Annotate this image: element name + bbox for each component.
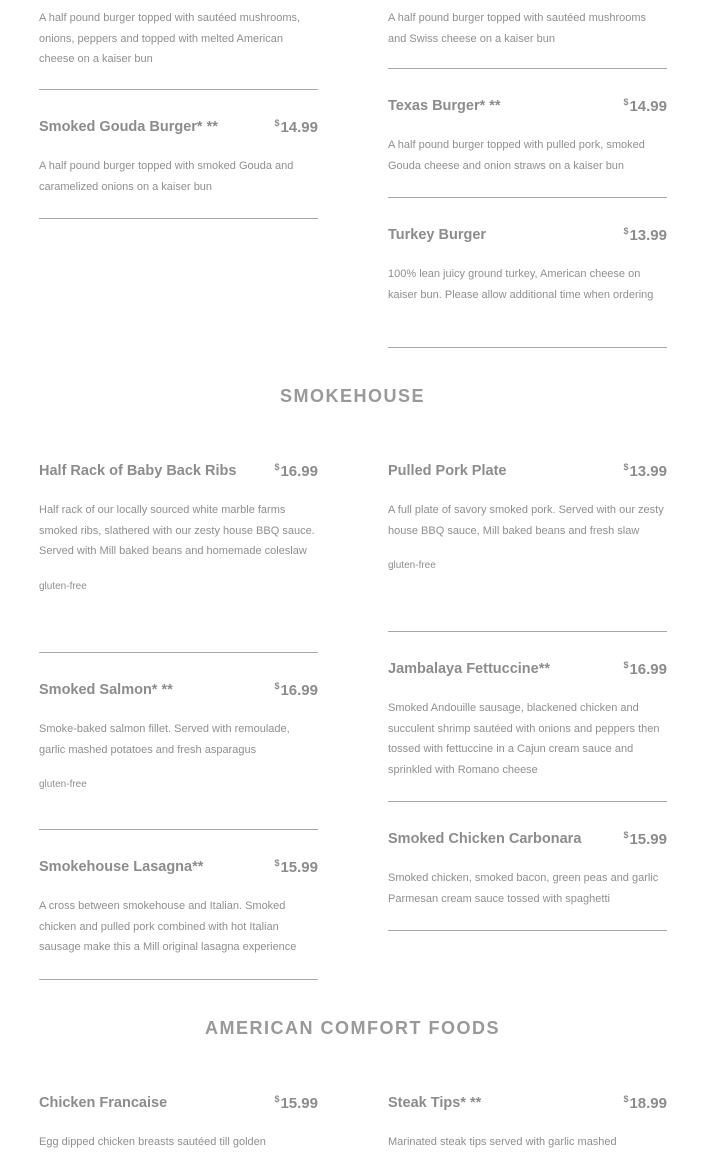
menu-item-smoked-salmon xyxy=(39,682,318,791)
item-price-value: 13.99 xyxy=(629,463,667,480)
item-description: Egg dipped chicken breasts sautéed till golden xyxy=(39,1136,266,1148)
item-name: Smokehouse Lasagna** xyxy=(39,859,204,875)
item-name: Smoked Chicken Carbonara xyxy=(388,831,582,847)
item-price xyxy=(623,1094,667,1112)
item-price-value: 15.99 xyxy=(280,1095,318,1112)
menu-item-pulled-pork-plate xyxy=(388,463,667,572)
menu-item-texas-burger xyxy=(388,98,667,176)
item-description: A half pound burger topped with sautéed mushrooms and Swiss cheese on a kaiser bun xyxy=(388,12,647,45)
item-divider xyxy=(39,652,318,653)
item-description: Marinated steak tips served with garlic mashed xyxy=(388,1136,617,1148)
item-name: Turkey Burger xyxy=(388,227,487,243)
menu-item-smokehouse-lasagna xyxy=(39,859,318,958)
currency-symbol: $ xyxy=(274,118,280,128)
item-divider xyxy=(39,979,318,980)
menu-item-turkey-burger xyxy=(388,227,667,305)
item-description: A half pound burger topped with smoked Gouda and caramelized onions on a kaiser bun xyxy=(39,160,294,193)
menu-item-half-rack-ribs xyxy=(39,463,318,593)
item-divider xyxy=(388,197,667,198)
menu-item-chicken-francaise xyxy=(39,1095,318,1153)
item-price-value: 16.99 xyxy=(280,682,318,699)
item-name: Pulled Pork Plate xyxy=(388,463,507,479)
item-price xyxy=(274,858,318,876)
menu-item-steak-tips xyxy=(388,1095,667,1153)
item-name: Texas Burger* ** xyxy=(388,98,501,114)
item-price xyxy=(623,462,667,480)
currency-symbol: $ xyxy=(274,681,280,691)
currency-symbol: $ xyxy=(623,97,629,107)
currency-symbol: $ xyxy=(274,462,280,472)
item-description: Half rack of our locally sourced white marble farms smoked ribs, slathered with our zesty house BBQ sauce. Served with Mill baked beans and homemade coleslaw xyxy=(39,504,315,557)
currency-symbol: $ xyxy=(623,660,629,670)
section-title-smokehouse: SMOKEHOUSE xyxy=(279,386,426,406)
item-description: A half pound burger topped with sautéed mushrooms, onions, peppers and topped with melted American cheese on a kaiser bun xyxy=(39,12,301,65)
item-name: Smoked Salmon* ** xyxy=(39,682,173,698)
menu-item-mushroom-onion-burger xyxy=(39,8,318,70)
item-price-value: 16.99 xyxy=(280,463,318,480)
menu-item-jambalaya-fettuccine xyxy=(388,661,667,780)
item-divider xyxy=(388,801,667,802)
item-price-value: 15.99 xyxy=(280,859,318,876)
item-price xyxy=(274,1094,318,1112)
item-price xyxy=(274,118,318,136)
item-price xyxy=(623,660,667,678)
item-price-value: 15.99 xyxy=(629,831,667,848)
item-description: A cross between smokehouse and Italian. Smoked chicken and pulled pork combined with hot Italian sausage make this a Mill original lasagna experience xyxy=(39,900,297,953)
item-divider xyxy=(388,930,667,931)
item-divider xyxy=(388,631,667,632)
item-name: Steak Tips* ** xyxy=(388,1095,482,1111)
item-price xyxy=(274,462,318,480)
item-divider xyxy=(388,68,667,69)
item-price xyxy=(623,830,667,848)
item-description: Smoke-baked salmon fillet. Served with remoulade, garlic mashed potatoes and fresh asparagus xyxy=(39,723,290,756)
currency-symbol: $ xyxy=(623,830,629,840)
item-divider xyxy=(39,218,318,219)
item-description: Smoked chicken, smoked bacon, green peas and garlic Parmesan cream sauce tossed with spaghetti xyxy=(388,872,659,905)
item-description: A half pound burger topped with pulled pork, smoked Gouda cheese and onion straws on a kaiser bun xyxy=(388,139,645,172)
item-price-value: 16.99 xyxy=(629,661,667,678)
item-price xyxy=(623,97,667,115)
item-price-value: 18.99 xyxy=(629,1095,667,1112)
item-description: Smoked Andouille sausage, blackened chicken and succulent shrimp sautéed with onions and peppers then tossed with fettuccine in a Cajun cream sauce and sprinkled with Romano cheese xyxy=(388,702,660,776)
currency-symbol: $ xyxy=(623,1094,629,1104)
item-divider xyxy=(39,829,318,830)
section-title-american-comfort-foods: AMERICAN COMFORT FOODS xyxy=(205,1018,500,1038)
item-name: Chicken Francaise xyxy=(39,1095,168,1111)
item-description: 100% lean juicy ground turkey, American cheese on kaiser bun. Please allow additional time when ordering xyxy=(388,268,654,301)
item-price xyxy=(274,681,318,699)
item-name: Half Rack of Baby Back Ribs xyxy=(39,463,237,479)
item-price-value: 14.99 xyxy=(280,119,318,136)
currency-symbol: $ xyxy=(274,1094,280,1104)
dietary-tag: gluten-free xyxy=(39,580,87,592)
item-price-value: 13.99 xyxy=(629,227,667,244)
item-name: Smoked Gouda Burger* ** xyxy=(39,119,218,135)
item-description: A full plate of savory smoked pork. Served with our zesty house BBQ sauce, Mill baked beans and fresh slaw xyxy=(388,504,664,537)
item-name: Jambalaya Fettuccine** xyxy=(388,661,550,677)
item-divider xyxy=(39,89,318,90)
item-price-value: 14.99 xyxy=(629,98,667,115)
currency-symbol: $ xyxy=(623,226,629,236)
menu-item-smoked-gouda-burger xyxy=(39,119,318,197)
item-divider xyxy=(388,347,667,348)
currency-symbol: $ xyxy=(623,462,629,472)
dietary-tag: gluten-free xyxy=(39,779,87,790)
dietary-tag: gluten-free xyxy=(388,560,436,571)
item-price xyxy=(623,226,667,244)
menu-item-mushroom-swiss-burger xyxy=(388,8,667,49)
menu-item-smoked-chicken-carbonara xyxy=(388,831,667,909)
currency-symbol: $ xyxy=(274,858,280,868)
